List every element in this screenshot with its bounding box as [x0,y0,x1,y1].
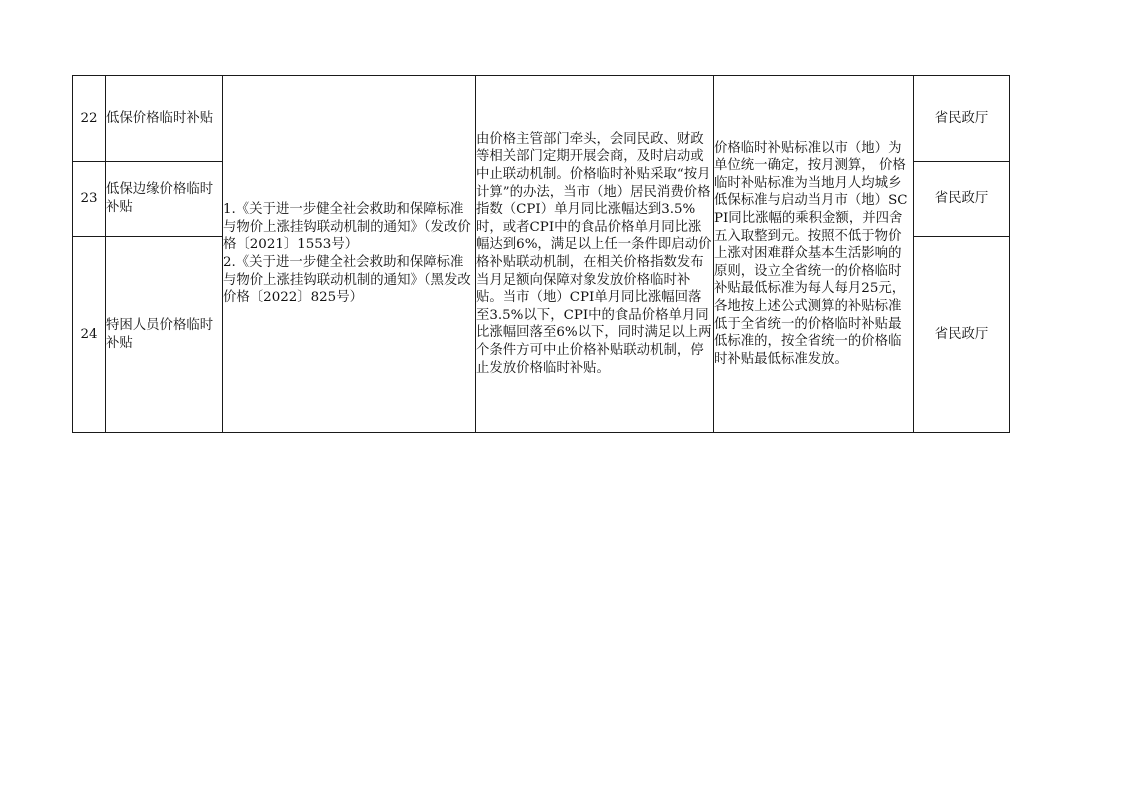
row-number: 23 [73,162,106,237]
row-number: 22 [73,76,106,162]
table-row [73,76,1010,162]
responsible-department: 省民政厅 [914,237,1010,433]
responsible-department: 省民政厅 [914,76,1010,162]
linkage-mechanism-cell: 由价格主管部门牵头，会同民政、财政等相关部门定期开展会商，及时启动或中止联动机制。价格临时补贴采取“按月计算”的办法，当市（地）居民消费价格指数（CPI）单月同比涨幅达到3.5%时，或者CPI中的食品价格单月同比涨幅达到6%，满足以上任一条件即启动价格补贴联动机制，在相关价格指数发布当月足额向保障对象发放价格临时补贴。当市（地）CPI单月同比涨幅回落至3.5%以下，CPI中的食品价格单月同比涨幅回落至6%以下，同时满足以上两个条件方可中止价格补贴联动机制，停止发放价格临时补贴。 [476,76,714,433]
subsidy-standard-cell: 价格临时补贴标准以市（地）为单位统一确定，按月测算， 价格临时补贴标准为当地月人均城乡低保标准与启动当月市（地）SCPI同比涨幅的乘积金额，并四舍五入取整到元。按照不低于物价上涨对困难群众基本生活影响的原则，设立全省统一的价格临时补贴最低标准为每人每月25元，各地按上述公式测算的补贴标准低于全省统一的价格临时补贴最低标准的，按全省统一的价格临时补贴最低标准发放。 [714,76,914,433]
subsidy-table [72,75,1010,433]
policy-basis-cell: 1.《关于进一步健全社会救助和保障标准与物价上涨挂钩联动机制的通知》（发改价格〔2021〕1553号） 2.《关于进一步健全社会救助和保障标准与物价上涨挂钩联动机制的通知》（黑发改价格〔2022〕825号） [223,76,476,433]
row-number: 24 [73,237,106,433]
subsidy-item-name: 低保边缘价格临时补贴 [106,162,223,237]
subsidy-item-name: 低保价格临时补贴 [106,76,223,162]
subsidy-item-name: 特困人员价格临时补贴 [106,237,223,433]
responsible-department: 省民政厅 [914,162,1010,237]
